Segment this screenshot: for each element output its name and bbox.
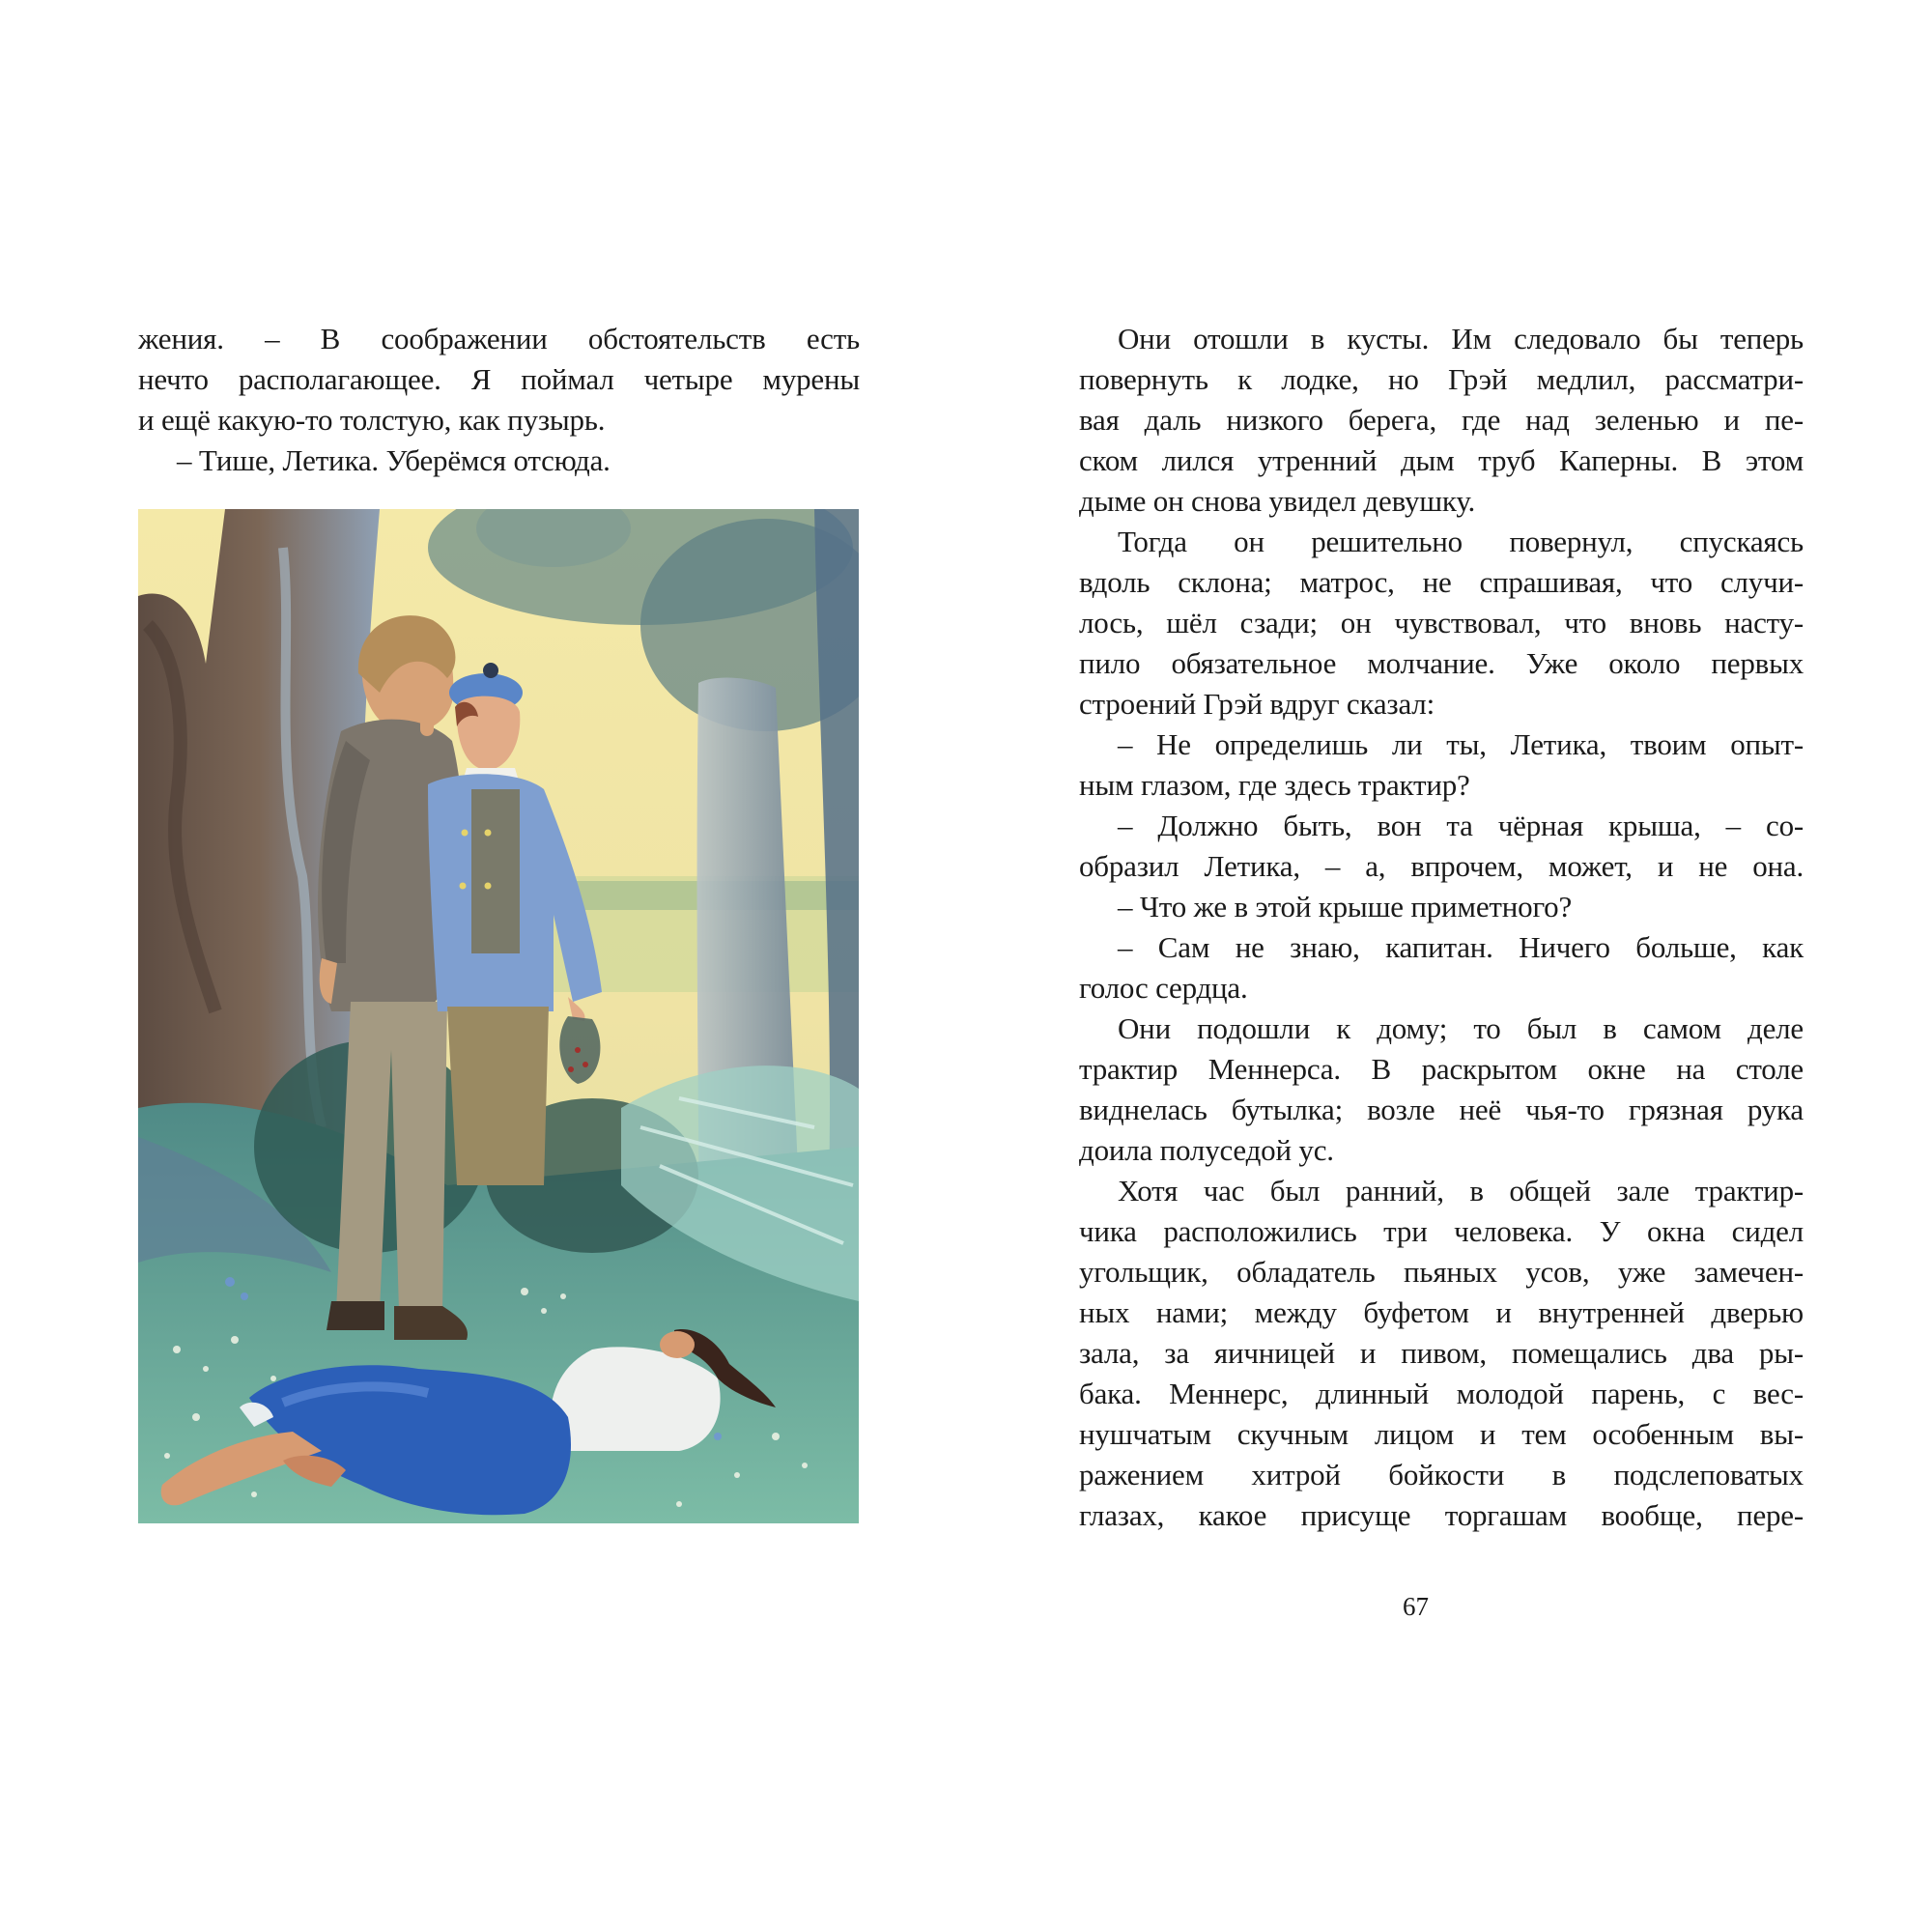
text-line: виднелась бутылка; возле неё чья-то грязная рука bbox=[1079, 1093, 1804, 1126]
text-line: Они подошли к дому; то был в самом деле bbox=[1118, 1011, 1804, 1045]
text-line: дыме он снова увидел девушку. bbox=[1079, 484, 1476, 518]
text-line: строений Грэй вдруг сказал: bbox=[1079, 687, 1435, 721]
text-line: доила полуседой ус. bbox=[1079, 1133, 1334, 1167]
text-line: пило обязательное молчание. Уже около первых bbox=[1079, 646, 1804, 680]
text-line: ных нами; между буфетом и внутренней дверью bbox=[1079, 1295, 1804, 1329]
illustration bbox=[138, 509, 859, 1523]
text-line: ражением хитрой бойкости в подслеповатых bbox=[1079, 1458, 1804, 1492]
text-line: лось, шёл сзади; он чувствовал, что вновь насту- bbox=[1079, 606, 1804, 639]
text-line: чика расположились три человека. У окна сидел bbox=[1079, 1214, 1804, 1248]
page-number: 67 bbox=[1403, 1592, 1429, 1621]
text-line: нушчатым скучным лицом и тем особенным вы- bbox=[1079, 1417, 1804, 1451]
text-line: нечто располагающее. Я поймал четыре мурены bbox=[138, 362, 860, 396]
text-line: ным глазом, где здесь трактир? bbox=[1079, 768, 1470, 802]
text-line: ском лился утренний дым труб Каперны. В этом bbox=[1079, 443, 1804, 477]
text-line: бака. Меннерс, длинный молодой парень, с вес- bbox=[1079, 1377, 1804, 1410]
left-text-column bbox=[138, 319, 860, 481]
text-line: трактир Меннерса. В раскрытом окне на столе bbox=[1079, 1052, 1804, 1086]
text-line: образил Летика, – а, впрочем, может, и не она. bbox=[1079, 849, 1804, 883]
text-line: и ещё какую-то толстую, как пузырь. bbox=[138, 403, 606, 437]
text-line: угольщик, обладатель пьяных усов, уже замечен- bbox=[1079, 1255, 1804, 1289]
text-line: жения. – В соображении обстоятельств есть bbox=[138, 322, 860, 355]
text-line: зала, за яичницей и пивом, помещались два ры- bbox=[1079, 1336, 1804, 1370]
text-line: Хотя час был ранний, в общей зале трактир- bbox=[1118, 1174, 1804, 1208]
text-line: повернуть к лодке, но Грэй медлил, рассматри- bbox=[1079, 362, 1804, 396]
text-line: – Должно быть, вон та чёрная крыша, – со- bbox=[1118, 809, 1804, 842]
right-text-column bbox=[1079, 319, 1804, 1536]
text-line: глазах, какое присуще торгашам вообще, пере- bbox=[1079, 1498, 1804, 1532]
text-line: – Сам не знаю, капитан. Ничего больше, как bbox=[1118, 930, 1804, 964]
text-line: – Не определишь ли ты, Летика, твоим опыт- bbox=[1118, 727, 1804, 761]
text-line: вдоль склона; матрос, не спрашивая, что случи- bbox=[1079, 565, 1804, 599]
watercolor-illustration bbox=[138, 509, 859, 1523]
text-line: – Тише, Летика. Уберёмся отсюда. bbox=[177, 443, 611, 477]
text-line: – Что же в этой крыше приметного? bbox=[1118, 890, 1573, 923]
text-line: вая даль низкого берега, где над зеленью и пе- bbox=[1079, 403, 1804, 437]
text-line: Они отошли в кусты. Им следовало бы теперь bbox=[1118, 322, 1804, 355]
text-line: голос сердца. bbox=[1079, 971, 1248, 1005]
text-line: Тогда он решительно повернул, спускаясь bbox=[1118, 525, 1804, 558]
